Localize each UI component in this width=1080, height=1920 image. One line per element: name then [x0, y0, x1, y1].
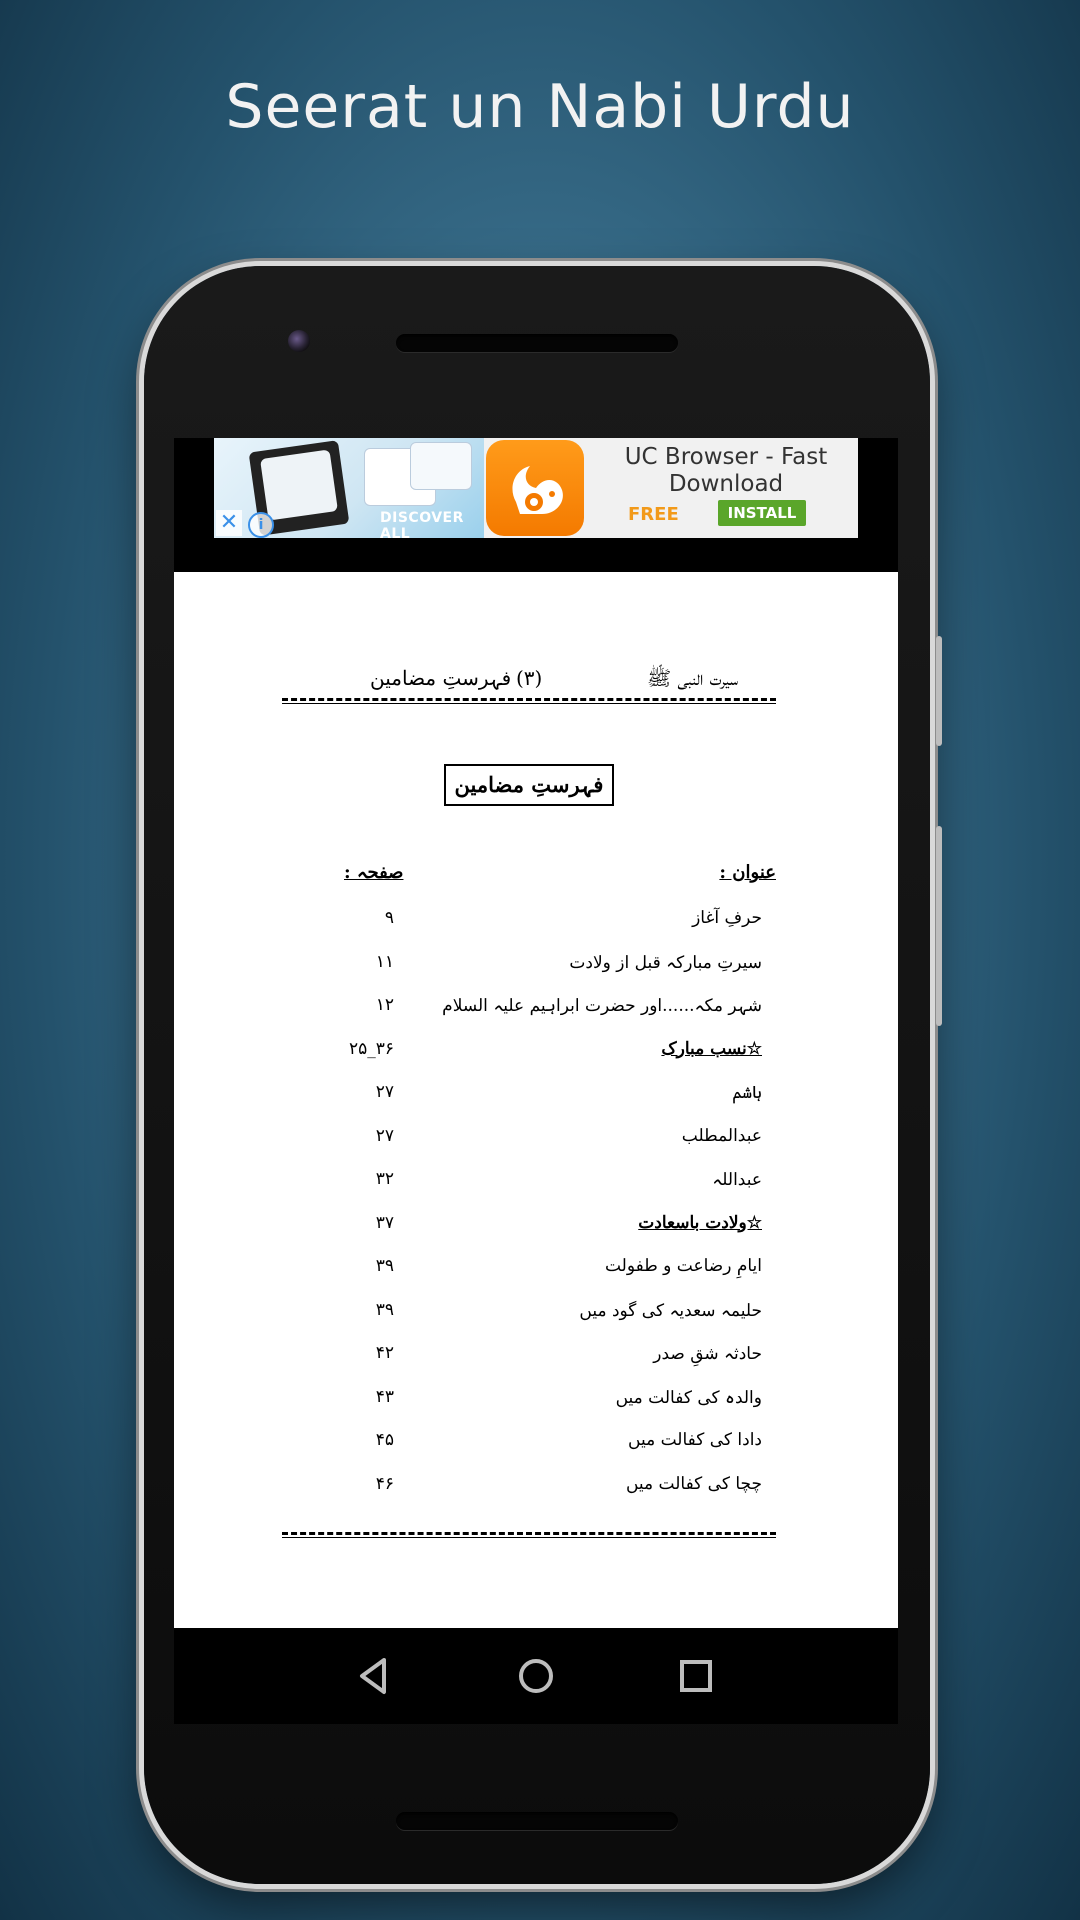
footer-rule: [282, 1532, 776, 1535]
toc-row: [282, 1468, 776, 1512]
uc-browser-app-icon[interactable]: [486, 440, 584, 536]
toc-row: [282, 1207, 776, 1251]
toc-entry-title: شہر مکہ......اور حضرت ابراہیم علیہ السلام: [442, 996, 762, 1016]
info-icon[interactable]: i: [248, 512, 274, 538]
toc-entry-title: حلیمہ سعدیہ کی گود میں: [579, 1300, 762, 1321]
header-rule: [282, 698, 776, 701]
toc-row: [282, 989, 776, 1033]
toc-row: [282, 946, 776, 990]
phone-frame: [144, 266, 930, 1884]
toc-title: فہرستِ مضامین: [444, 764, 614, 806]
recents-square-icon[interactable]: [674, 1654, 718, 1698]
toc-entry-page: ۳۲: [375, 1169, 394, 1189]
toc-row: [282, 1294, 776, 1338]
toc-entry-title: عبدالمطلب: [681, 1125, 762, 1146]
toc-entry-title: ایامِ رضاعت و طفولت: [604, 1256, 762, 1276]
toc-entry-page: ۱۲: [375, 995, 394, 1015]
toc-row: [282, 1381, 776, 1425]
toc-entry-title: دادا کی کفالت میں: [628, 1430, 762, 1450]
toc-entry-title: عبداللہ: [712, 1170, 762, 1190]
phone-screen: [174, 438, 898, 1724]
toc-entry-title: چچا کی کفالت میں: [625, 1473, 762, 1494]
header-page-number: (۳): [516, 666, 543, 690]
volume-button: [936, 636, 942, 746]
front-camera: [288, 330, 310, 352]
page-header: [282, 666, 776, 696]
close-icon[interactable]: ✕: [216, 510, 242, 536]
toc-entry-title: سیرتِ مبارکہ قبل از ولادت: [569, 952, 762, 973]
toc-entry-title: ☆نسب مبارک: [661, 1038, 762, 1059]
ad-card: [410, 442, 472, 490]
toc-entry-page: ۱۱: [375, 951, 394, 972]
toc-row: [282, 1076, 776, 1120]
toc-entry-page: ۲۷: [375, 1125, 394, 1146]
toc-entry-page: ۴۲: [375, 1343, 394, 1363]
home-circle-icon[interactable]: [514, 1654, 558, 1698]
column-header-title: عنوان :: [719, 862, 776, 883]
ad-banner[interactable]: [214, 438, 858, 538]
toc-entry-title: ہاشم: [732, 1083, 762, 1103]
toc-entry-page: ۴۵: [375, 1430, 394, 1450]
toc-entry-title: حرفِ آغاز: [692, 908, 762, 928]
toc-list: [282, 902, 776, 1511]
toc-row: [282, 1163, 776, 1207]
toc-row: [282, 1120, 776, 1164]
toc-entry-title: حادثہ شقِ صدر: [653, 1344, 762, 1364]
header-section-title: فہرستِ مضامین: [370, 666, 512, 690]
toc-row: [282, 902, 776, 946]
toc-row: [282, 1424, 776, 1468]
ad-app-name[interactable]: UC Browser - Fast Download: [624, 444, 828, 497]
column-header-page: صفحہ :: [344, 862, 404, 883]
bottom-speaker: [396, 1812, 678, 1830]
toc-entry-page: ۳۷: [375, 1212, 394, 1233]
top-speaker: [396, 334, 678, 352]
toc-entry-page: ۴۳: [375, 1386, 394, 1407]
toc-entry-title: ☆ولادت باسعادت: [638, 1212, 762, 1233]
power-button: [936, 826, 942, 1026]
document-page[interactable]: [174, 572, 898, 1628]
toc-row: [282, 1337, 776, 1381]
toc-entry-page: ۳۹: [375, 1256, 394, 1276]
toc-entry-page: ۴۶: [375, 1473, 394, 1494]
toc-entry-title: والدہ کی کفالت میں: [615, 1387, 762, 1408]
install-button[interactable]: INSTALL: [718, 500, 806, 526]
navigation-bar: [174, 1628, 898, 1724]
toc-entry-page: ۳۶_۲۵: [348, 1038, 394, 1059]
toc-row: [282, 1250, 776, 1294]
back-triangle-icon[interactable]: [352, 1654, 396, 1698]
promo-title: Seerat un Nabi Urdu: [225, 72, 855, 142]
toc-entry-page: ۹: [384, 908, 394, 928]
ad-caption: DISCOVER ALL: [380, 510, 464, 538]
ad-phone-screen: [260, 449, 338, 520]
ad-price: FREE: [628, 504, 679, 525]
toc-entry-page: ۳۹: [375, 1299, 394, 1320]
toc-row: [282, 1033, 776, 1077]
toc-entry-page: ۲۷: [375, 1082, 394, 1102]
header-book-title: سیرت النبی ﷺ: [646, 666, 738, 690]
